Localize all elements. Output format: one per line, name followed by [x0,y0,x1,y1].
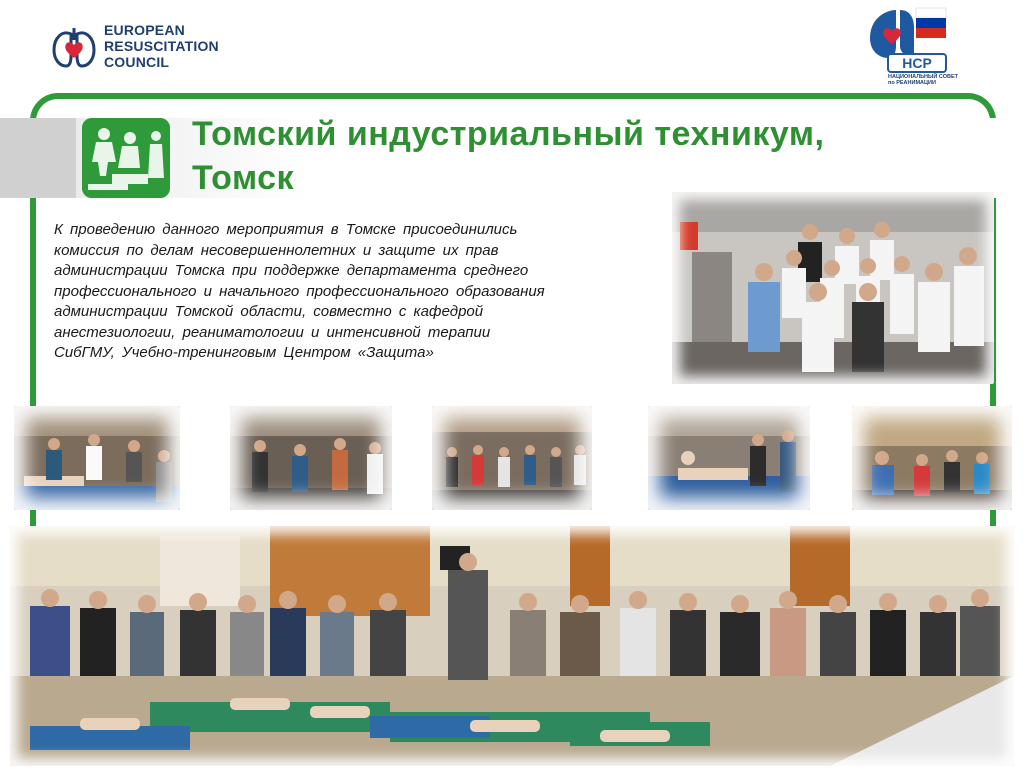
erc-line-2: RESUSCITATION [104,38,219,54]
nsr-subtitle-line-1: НАЦИОНАЛЬНЫЙ СОВЕТ [888,74,958,80]
erc-line-3: COUNCIL [104,54,170,70]
slide-body-text [54,220,664,364]
cpr-training-icon [82,118,170,198]
erc-line-1: EUROPEAN [104,22,185,38]
nsr-subtitle-line-2: по РЕАНИМАЦИИ [888,80,936,86]
body-line-2: комиссия по делам несовершеннолетних и защите их прав [54,241,499,259]
body-line-6: анестезиологии, реаниматологии и интенсивной терапии [54,323,491,341]
nsr-letters: НСР [902,55,932,71]
erc-logo-text [104,22,219,70]
event-photo-1 [14,406,180,510]
body-line-7: СибГМУ, Учебно-тренинговым Центром «Защита» [54,344,434,361]
event-photo-5 [852,406,1012,510]
event-photo-3 [432,406,592,510]
body-line-5: администрации Томской области, совместно с кафедрой [54,303,484,320]
event-photo-2 [230,406,392,510]
auditorium-photo [10,526,1014,766]
erc-logo [50,20,220,72]
slide-title-line-2: Томск [192,159,295,197]
slide-title [192,112,992,200]
body-line-1: К проведению данного мероприятия в Томске присоединились [54,221,518,238]
group-photo [672,192,994,384]
body-line-3: администрации Томска при поддержке департамента среднего [54,262,529,279]
heart-lungs-icon [50,22,98,70]
body-line-4: профессионального и начального профессионального образования [54,282,545,300]
event-photo-4 [648,406,810,510]
nsr-subtitle [888,74,958,86]
slide-title-line-1: Томский индустриальный техникум, [192,115,825,153]
title-left-block [0,118,76,198]
